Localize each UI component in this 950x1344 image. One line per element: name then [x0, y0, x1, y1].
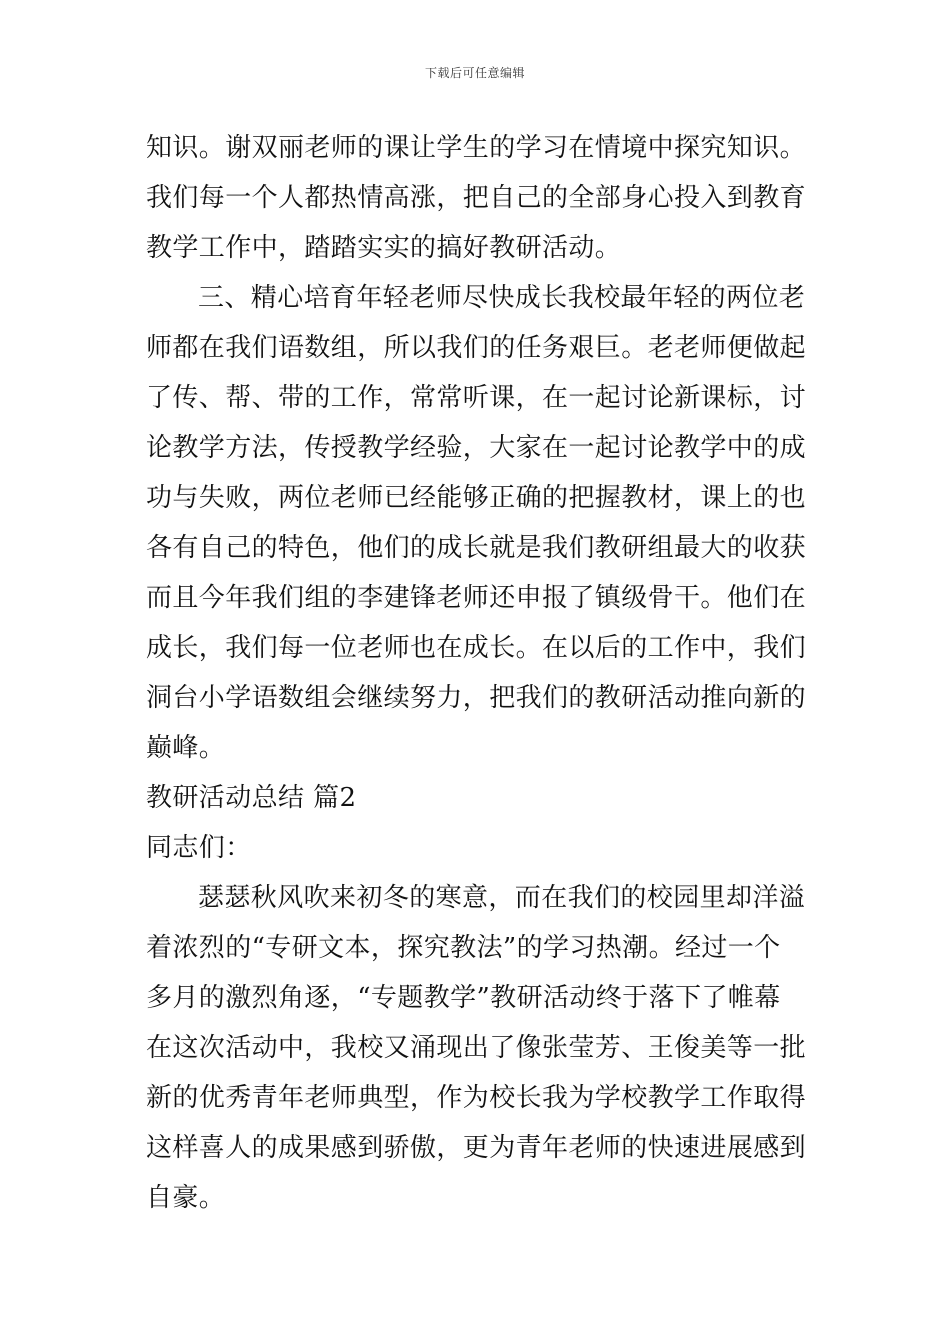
page-header: 下载后可任意编辑	[424, 66, 525, 80]
text-line: 自豪。	[146, 1183, 226, 1213]
text-line: 洞台小学语数组会继续努力，把我们的教研活动推向新的	[146, 683, 807, 713]
salutation: 同志们：	[146, 833, 252, 863]
text-line: 了传、帮、带的工作，常常听课，在一起讨论新课标，讨	[146, 383, 807, 413]
text-line: 师都在我们语数组，所以我们的任务艰巨。老老师便做起	[146, 333, 807, 363]
text-line: 着浓烈的“专研文本，探究教法”的学习热潮。经过一个	[146, 933, 781, 963]
text-line: 功与失败，两位老师已经能够正确的把握教材，课上的也	[146, 483, 807, 513]
paragraph-start-line: 三、精心培育年轻老师尽快成长我校最年轻的两位老	[198, 283, 806, 313]
text-line: 在这次活动中，我校又涌现出了像张莹芳、王俊美等一批	[146, 1033, 807, 1063]
text-line: 多月的激烈角逐，“专题教学”教研活动终于落下了帷幕	[146, 983, 781, 1013]
text-line: 成长，我们每一位老师也在成长。在以后的工作中，我们	[146, 633, 807, 663]
text-line: 我们每一个人都热情高涨，把自己的全部身心投入到教育	[146, 183, 807, 213]
text-line: 巅峰。	[146, 733, 226, 763]
text-line: 这样喜人的成果感到骄傲，更为青年老师的快速进展感到	[146, 1133, 807, 1163]
text-line: 论教学方法，传授教学经验，大家在一起讨论教学中的成	[146, 433, 807, 463]
text-line: 而且今年我们组的李建锋老师还申报了镇级骨干。他们在	[146, 583, 807, 613]
paragraph-start-line: 瑟瑟秋风吹来初冬的寒意，而在我们的校园里却洋溢	[198, 883, 806, 913]
section-heading: 教研活动总结 篇2	[146, 783, 357, 813]
text-line: 知识。谢双丽老师的课让学生的学习在情境中探究知识。	[146, 133, 807, 163]
text-line: 各有自己的特色，他们的成长就是我们教研组最大的收获	[146, 533, 807, 563]
text-line: 教学工作中，踏踏实实的搞好教研活动。	[146, 233, 622, 263]
text-line: 新的优秀青年老师典型，作为校长我为学校教学工作取得	[146, 1083, 807, 1113]
